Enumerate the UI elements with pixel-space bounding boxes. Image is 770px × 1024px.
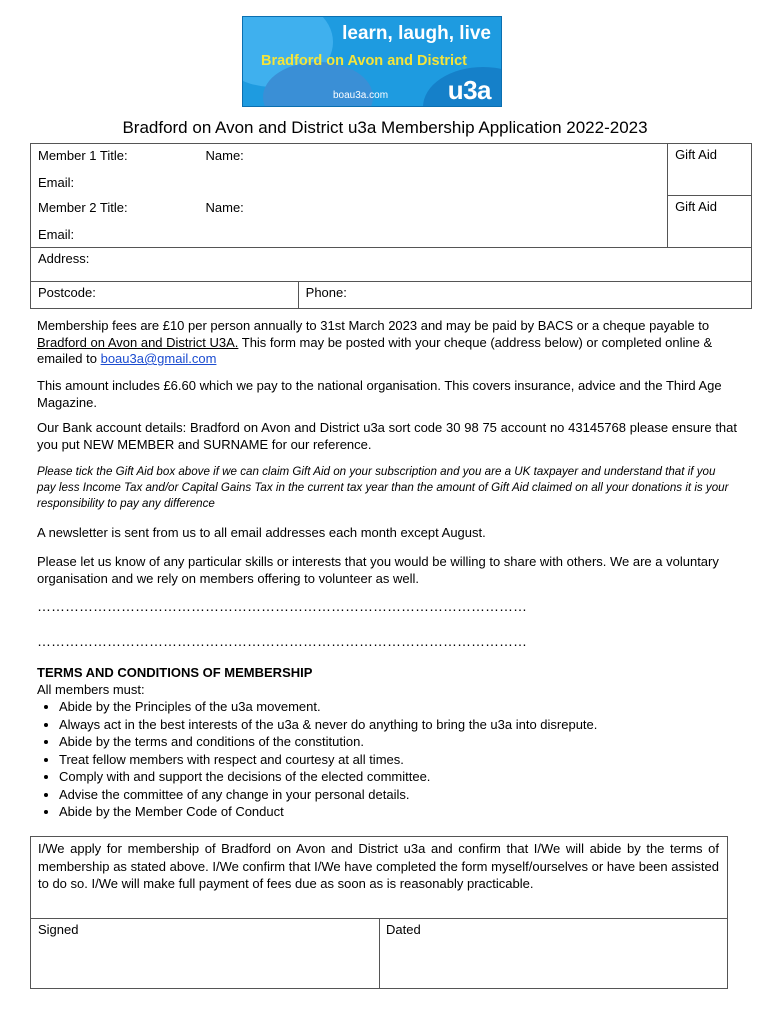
- list-item: • Abide by the terms and conditions of the constitution.: [59, 733, 737, 751]
- list-item: • Comply with and support the decisions of the elected committee.: [59, 768, 737, 786]
- declaration-box: [30, 836, 728, 989]
- postcode-label: Postcode:: [38, 285, 96, 300]
- logo-brand: u3a: [447, 75, 491, 105]
- list-item: • Abide by the Member Code of Conduct: [59, 803, 737, 821]
- member2-giftaid-label: Gift Aid: [675, 199, 717, 214]
- dated-field[interactable]: [379, 919, 428, 988]
- signed-field[interactable]: [31, 919, 380, 988]
- member1-row: [31, 144, 752, 196]
- member-details-table: [30, 143, 752, 309]
- member1-name-label: Name:: [205, 148, 244, 163]
- fees-text-2: This form may be posted with your cheque (address below) or completed online & emailed to: [37, 334, 713, 366]
- list-item: • Advise the committee of any change in your personal details.: [59, 786, 737, 804]
- member1-giftaid-cell[interactable]: [668, 144, 752, 196]
- signed-label: Signed: [38, 922, 79, 937]
- logo-org-name: Bradford on Avon and District: [261, 53, 467, 69]
- list-item: • Abide by the Principles of the u3a movement.: [59, 698, 737, 716]
- payee-name: Bradford on Avon and District U3A.: [37, 334, 239, 350]
- member2-giftaid-cell[interactable]: [668, 196, 752, 248]
- skills-paragraph: Please let us know of any particular skills or interests that you would be willing to share with others. We are a voluntary organisation and we rely on members offering to volunteer as well.: [37, 554, 719, 586]
- member2-name-label: Name:: [205, 199, 244, 215]
- member2-cell[interactable]: [31, 196, 668, 248]
- member2-title-label: Member 2 Title:: [38, 199, 128, 215]
- skills-line-2[interactable]: ……………………………………………………………………………………………: [37, 633, 527, 649]
- terms-section: [37, 665, 737, 821]
- giftaid-note: Please tick the Gift Aid box above if we can claim Gift Aid on your subscription and you are a UK taxpayer and understand that if you pay less Income Tax and/or Capital Gains Tax in the current tax year than the amount of Gift Aid claimed on all your donations it is your responsibility to pay any difference: [37, 465, 729, 510]
- member1-email-label: Email:: [38, 175, 75, 190]
- skills-line-1[interactable]: ……………………………………………………………………………………………: [37, 598, 527, 614]
- terms-list: [37, 698, 737, 821]
- dated-label: Dated: [386, 922, 421, 937]
- member1-giftaid-label: Gift Aid: [675, 147, 717, 162]
- newsletter-paragraph: A newsletter is sent from us to all email addresses each month except August.: [37, 525, 486, 540]
- fees-paragraph: [37, 318, 737, 368]
- postcode-row: [31, 282, 752, 309]
- u3a-logo: [242, 16, 502, 107]
- terms-intro: All members must:: [37, 681, 145, 697]
- member1-cell[interactable]: [31, 144, 668, 196]
- terms-heading: TERMS AND CONDITIONS OF MEMBERSHIP: [37, 665, 313, 680]
- member2-email-label: Email:: [38, 226, 75, 242]
- address-label: Address:: [38, 251, 90, 266]
- logo-website: boau3a.com: [333, 90, 389, 101]
- phone-label: Phone:: [305, 285, 347, 300]
- includes-paragraph: This amount includes £6.60 which we pay to the national organisation. This covers insurance, advice and the Third Age Magazine.: [37, 378, 722, 410]
- list-item: • Treat fellow members with respect and courtesy at all times.: [59, 751, 737, 769]
- address-row: [31, 248, 752, 282]
- declaration-text: I/We apply for membership of Bradford on Avon and District u3a and confirm that I/We will abide by the terms of membership as stated above. I/We confirm that I/We have completed the form myself/ourselves or have been assisted to do so. I/We will make full payment of fees due as soon as is reasonably practicable.: [38, 841, 719, 891]
- signature-row: [31, 918, 727, 988]
- logo-tagline: learn, laugh, live: [342, 23, 491, 44]
- phone-cell[interactable]: [298, 282, 751, 309]
- member2-row: [31, 196, 752, 248]
- address-cell[interactable]: [31, 248, 752, 282]
- page-title: Bradford on Avon and District u3a Membership Application 2022-2023: [122, 118, 648, 137]
- list-item: • Always act in the best interests of the u3a & never do anything to bring the u3a into disrepute.: [59, 716, 737, 734]
- member1-title-label: Member 1 Title:: [38, 148, 128, 163]
- email-link[interactable]: boau3a@gmail.com: [100, 351, 217, 366]
- fees-text: Membership fees are £10 per person annually to 31st March 2023 and may be paid by BACS or a cheque payable to: [37, 318, 710, 333]
- bank-paragraph: Our Bank account details: Bradford on Avon and District u3a sort code 30 98 75 account no 43145768 please ensure that you put NEW MEMBER and SURNAME for our reference.: [37, 420, 737, 452]
- postcode-cell[interactable]: [31, 282, 299, 309]
